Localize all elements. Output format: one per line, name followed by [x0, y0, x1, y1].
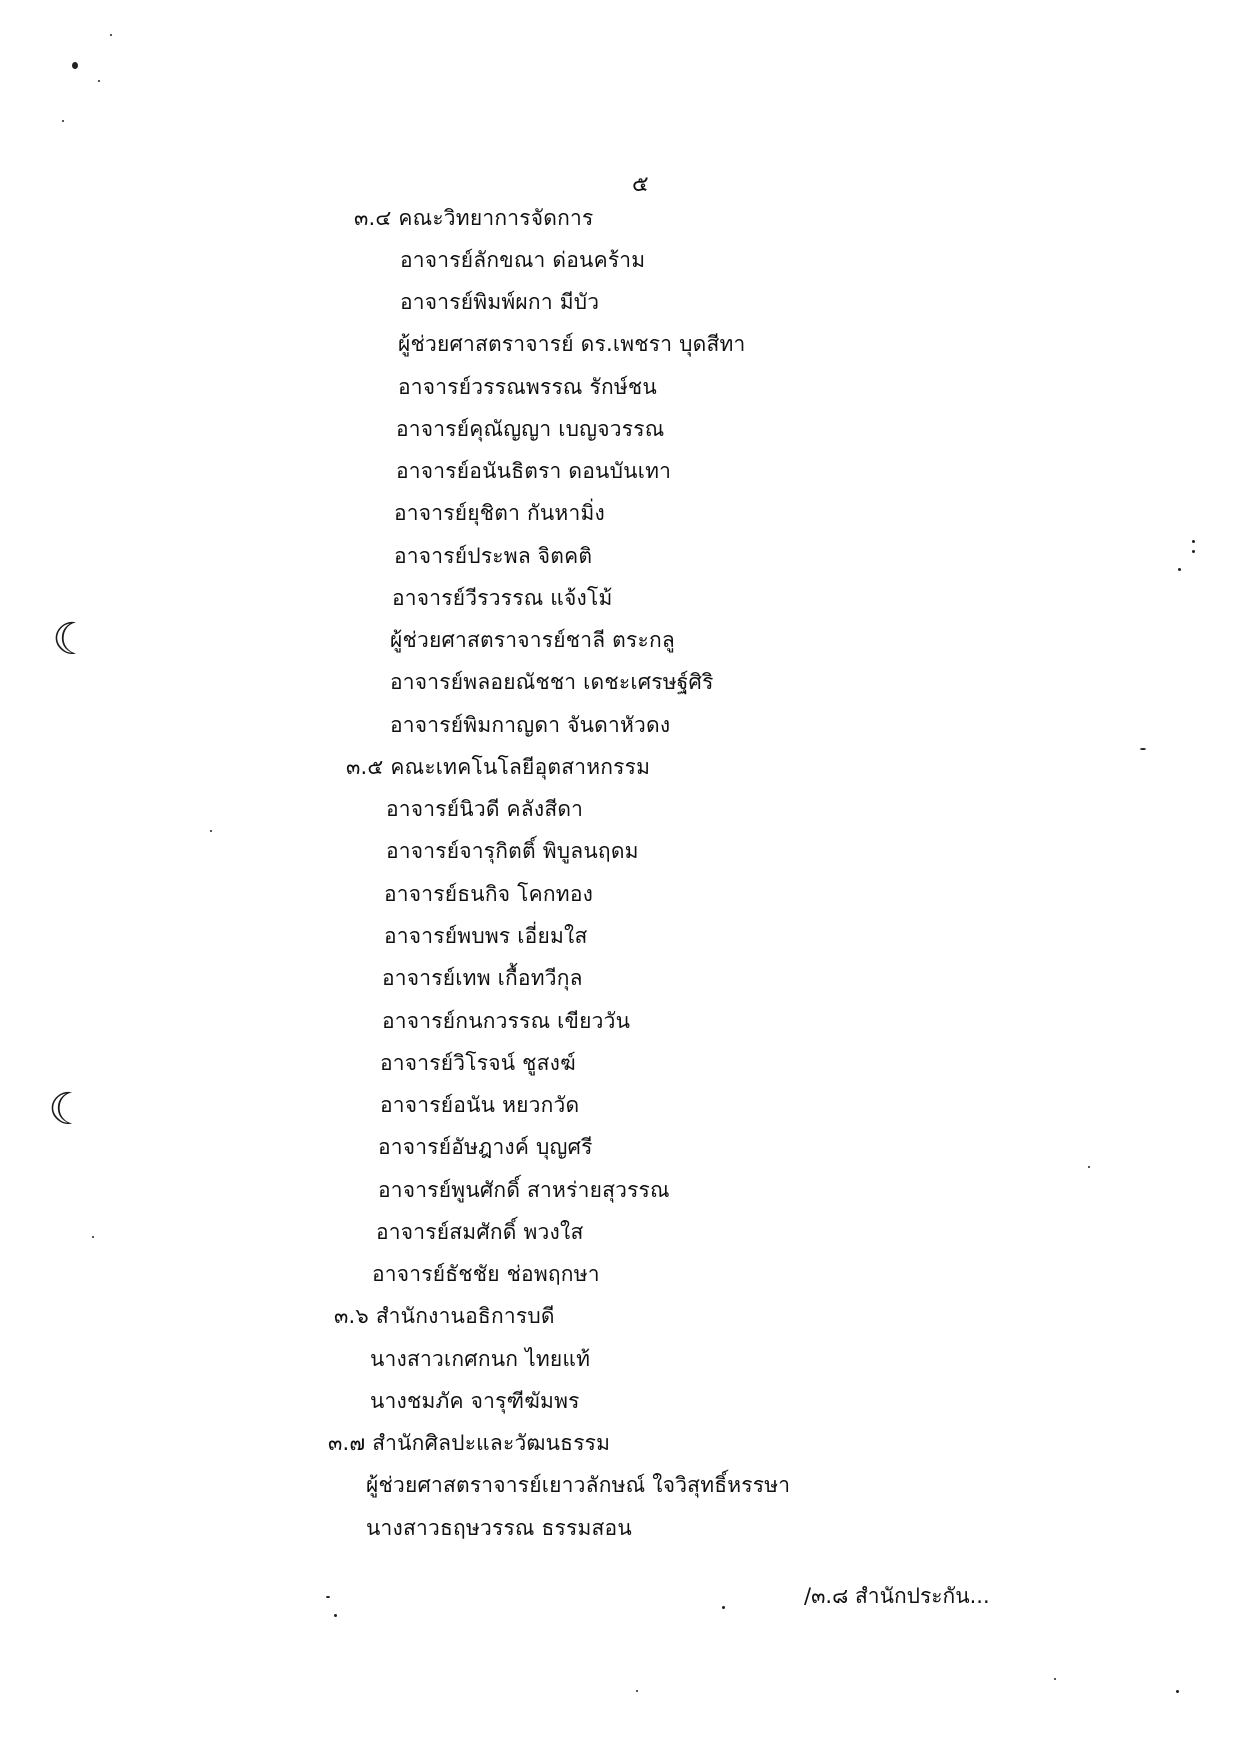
- member-3-5-10: อาจารย์พูนศักดิ์ สาหร่ายสุวรรณ: [378, 1178, 670, 1202]
- scan-speck: [1178, 568, 1181, 571]
- page-number: ๕: [632, 172, 649, 197]
- member-3-5-3: อาจารย์ธนกิจ โคกทอง: [384, 882, 594, 906]
- member-3-5-8: อาจารย์อนัน หยวกวัด: [380, 1093, 580, 1117]
- member-3-4-12: อาจารย์พิมกาญดา จันดาหัวดง: [390, 713, 671, 737]
- scan-speck: [326, 1596, 330, 1598]
- scan-speck: [1140, 748, 1146, 750]
- section-heading-3-6: ๓.๖ สำนักงานอธิการบดี: [334, 1304, 555, 1328]
- member-3-4-10: ผู้ช่วยศาสตราจารย์ชาลี ตระกลู: [390, 628, 675, 652]
- member-3-4-4: อาจารย์วรรณพรรณ รักษ์ชน: [398, 375, 657, 399]
- member-3-4-7: อาจารย์ยุชิตา กันหามิ่ง: [394, 501, 605, 525]
- section-heading-3-7: ๓.๗ สำนักศิลปะและวัฒนธรรม: [328, 1431, 611, 1455]
- member-3-4-3: ผู้ช่วยศาสตราจารย์ ดร.เพชรา บุดสีทา: [398, 332, 746, 356]
- member-3-6-2: นางชมภัค จารุฑีฆัมพร: [370, 1389, 580, 1413]
- scan-speck: [110, 34, 112, 36]
- scan-speck: [98, 80, 100, 82]
- scan-speck: [1054, 1678, 1056, 1680]
- member-3-5-9: อาจารย์อัษฎางค์ บุญศรี: [378, 1135, 593, 1159]
- member-3-4-1: อาจารย์ลักขณา ด่อนคร้าม: [400, 248, 646, 272]
- scan-speck: [722, 1606, 725, 1609]
- member-3-4-5: อาจารย์คุณัญญา เบญจวรรณ: [396, 417, 665, 441]
- scan-speck: [636, 1690, 638, 1692]
- member-3-5-4: อาจารย์พบพร เอี่ยมใส: [384, 924, 588, 948]
- member-3-5-7: อาจารย์วิโรจน์ ชูสงฆ์: [380, 1051, 576, 1075]
- member-3-5-1: อาจารย์นิวดี คลังสีดา: [386, 797, 584, 821]
- continuation-reference: /๓.๘ สำนักประกัน...: [804, 1584, 990, 1608]
- scan-speck: [1088, 1166, 1090, 1168]
- punch-hole-mark-top: ☾: [52, 614, 92, 665]
- scan-speck: [1192, 540, 1195, 543]
- member-3-5-6: อาจารย์กนกวรรณ เขียววัน: [382, 1009, 631, 1033]
- member-3-7-1: ผู้ช่วยศาสตราจารย์เยาวลักษณ์ ใจวิสุทธิ์หรรษา: [366, 1473, 791, 1497]
- scan-speck: [1176, 1690, 1179, 1693]
- member-3-5-2: อาจารย์จารุกิตติ์ พิบูลนฤดม: [386, 839, 639, 863]
- scan-speck: [1192, 550, 1195, 553]
- member-3-5-5: อาจารย์เทพ เกื้อทวีกุล: [382, 966, 583, 990]
- scan-speck: [210, 830, 212, 832]
- scan-speck: [92, 1236, 94, 1238]
- member-3-4-2: อาจารย์พิมพ์ผกา มีบัว: [400, 290, 600, 314]
- section-heading-3-4: ๓.๔ คณะวิทยาการจัดการ: [354, 206, 594, 230]
- member-3-7-2: นางสาวธฤษวรรณ ธรรมสอน: [366, 1516, 632, 1540]
- member-3-5-12: อาจารย์ธัชชัย ช่อพฤกษา: [372, 1262, 600, 1286]
- member-3-5-11: อาจารย์สมศักดิ์ พวงใส: [376, 1220, 584, 1244]
- section-heading-3-5: ๓.๕ คณะเทคโนโลยีอุตสาหกรรม: [346, 755, 651, 779]
- scan-speck: [72, 62, 78, 69]
- scan-speck: [334, 1614, 337, 1617]
- member-3-4-8: อาจารย์ประพล จิตคติ: [394, 544, 593, 568]
- punch-hole-mark-bottom: ☾: [48, 1084, 88, 1135]
- member-3-4-6: อาจารย์อนันธิตรา ดอนบันเทา: [396, 459, 672, 483]
- member-3-6-1: นางสาวเกศกนก ไทยแท้: [370, 1347, 591, 1371]
- member-3-4-11: อาจารย์พลอยณัชชา เดชะเศรษฐ์ศิริ: [390, 670, 714, 694]
- scan-speck: [62, 120, 64, 122]
- member-3-4-9: อาจารย์วีรวรรณ แจ้งโม้: [392, 586, 613, 610]
